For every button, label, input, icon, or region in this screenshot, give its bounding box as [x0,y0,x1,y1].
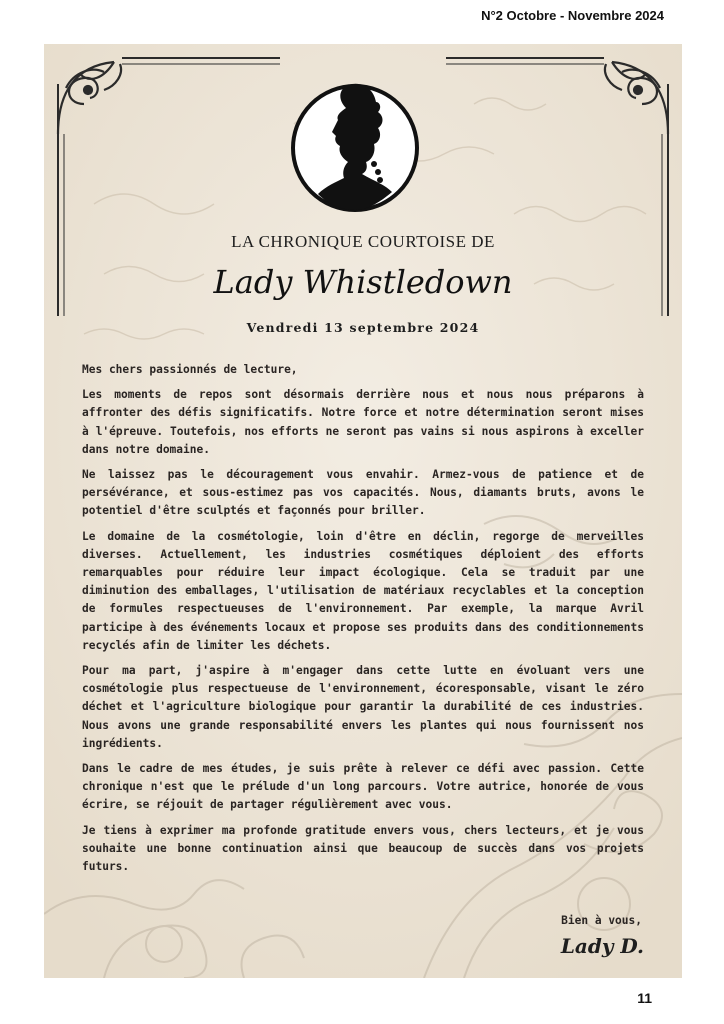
paragraph: Pour ma part, j'aspire à m'engager dans cette lutte en évoluant vers une cosmétologie plus respectueuse de l'environnement, écoresponsable, visant le zéro déchet et l'agriculture biologique pour garantir la durabilité de ces industries. Nous avons une grande responsabilité envers les plantes qui nous fournissent nos ingrédients. [82,664,644,750]
issue-label: N°2 Octobre - Novembre 2024 [481,8,664,23]
chronicle-date: Vendredi 13 septembre 2024 [246,320,480,335]
chronicle-sheet [44,44,682,978]
paragraph: Ne laissez pas le découragement vous envahir. Armez-vous de patience et de persévérance, et sous-estimez pas vos capacités. Nous, diamants bruts, avons le potentiel d'être sculptés et façonnés pour briller. [82,468,644,518]
silhouette-cameo-icon [288,68,422,228]
paragraph: Les moments de repos sont désormais derrière nous et nous nous préparons à affronter des défis significatifs. Notre force et notre détermination seront mises à l'épreuve. Toutefois, nos efforts ne seront pas vains si nous aspirons à exceller dans notre domaine. [82,388,644,456]
top-right-flourish [605,62,668,134]
salutation: Mes chers passionnés de lecture, [82,363,298,376]
chronicle-author-name: Lady Whistledown [213,263,513,301]
chronicle-body [82,361,644,883]
paragraph: Le domaine de la cosmétologie, loin d'être en déclin, regorge de merveilles diverses. Actuellement, les industries cosmétiques déploient des efforts remarquables pour réduire leur impact écologique. Cela se traduit par une diminution des emballages, l'utilisation de matériaux recyclables et la conception de formules respectueuses de l'environnement. Par exemple, la marque Avril participe à des événements locaux et propose ses produits dans des conditionnements recyclés afin de limiter les déchets. [82,529,644,652]
paragraph: Je tiens à exprimer ma profonde gratitude envers vous, chers lecteurs, et je vous souhaite une bonne continuation ainsi que beaucoup de succès dans vos projets futurs. [82,823,644,874]
paragraph: Dans le cadre de mes études, je suis prête à relever ce défi avec passion. Cette chronique n'est que le prélude d'un long parcours. Votre autrice, honorée de vous écrire, se réjouit de partager régulièrement avec vous. [82,762,644,812]
signature: Lady D. [560,934,644,958]
top-left-flourish [58,62,121,134]
closing-line: Bien à vous, [561,914,642,927]
page-number: 11 [637,990,652,1006]
chronicle-kicker: LA CHRONIQUE COURTOISE DE [231,232,495,251]
